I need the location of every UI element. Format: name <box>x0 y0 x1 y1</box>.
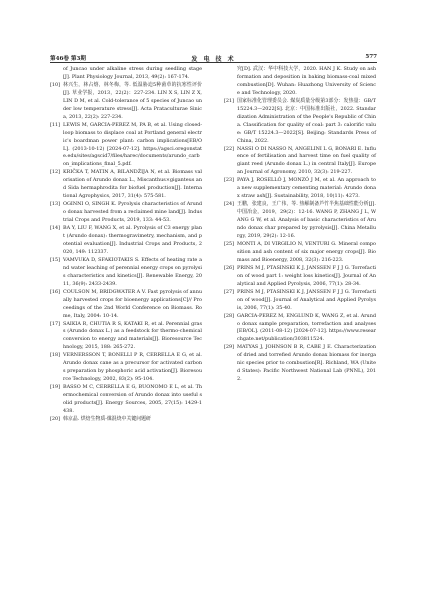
reference-text: COULSON M, BRIDGWATER A V. Fast pyrolysis of annually harvested crops for bioenergy applications[C]// Proceedings of the 2nd World Conference on Biomass. Rome, Italy, 2004: 10-14. <box>63 288 202 319</box>
reference-number: [23] <box>224 177 235 184</box>
reference-number: [20] <box>50 415 61 422</box>
page-number: 577 <box>365 54 377 60</box>
reference-text: 究[D]. 武汉：华中科技大学，2020. HAN J K. Study on ash formation and deposition in baking biomass-coal mixed combustion[D]. Wuhan: Huazhong University of Science and Technology, 2020. <box>237 66 376 96</box>
reference-text: MATYAS J, JOHNSON B R, CABE J E. Characterization of dried and torrefied Arundo donax biomass for inorganic species prior to combustion[R]. Richland, WA (United States): Pacific Northwest National Lab (PNNL), 2012. <box>237 344 376 383</box>
reference-item <box>224 241 376 265</box>
reference-number: [14] <box>50 225 61 232</box>
volume-issue: 第46卷 第3期 <box>50 56 86 62</box>
reference-item <box>50 384 202 416</box>
reference-number: [18] <box>50 352 61 359</box>
reference-item <box>50 257 202 289</box>
reference-item <box>224 201 376 241</box>
reference-text: PAYA J, ROSELLÓ J, MONZÓ J M, et al. An approach to a new supplementary cementing material: Arundo donax straw ash[J]. Sustainability, 2018, 10(11): 4273. <box>237 177 376 200</box>
reference-number: [24] <box>224 201 235 208</box>
reference-number: [11] <box>50 121 61 128</box>
reference-number: [13] <box>50 201 61 208</box>
reference-text: 国家标准化管理委员会. 煤炭质量分级第3部分：发热量：GB/T 15224.3—2022[S]. 北京：中国标准出版社，2022. Standardization Administration of the People's Republic of China. Classification for quality of coal: part 3: calorific value: GB/T 15224.3—2022[S]. Beijing: Standards Press of China, 2022. <box>237 97 376 144</box>
reference-number: [15] <box>50 256 61 263</box>
reference-text: GARCIA-PEREZ M, ENGLUND K, WANG Z, et al. Arundo donax sample preparation, torrefaction and analyses[EB/OL]. (2011-08-12) [2024-07-12]. https://www.researchgate.net/publication/303811524. <box>237 312 376 343</box>
reference-item <box>224 177 376 201</box>
reference-number: [25] <box>224 240 235 247</box>
reference-item <box>50 289 202 321</box>
reference-number: [26] <box>224 264 235 271</box>
reference-text: 王鹏，张建良，王广伟，等. 热解制备芦竹半焦基础性能分析[J]. 中国冶金，2019，29(2)：12-16. WANG P, ZHANG J L, WANG G W, et al. Analysis of basic characteristics of Arundo donax char prepared by pyrolysis[J]. China Metallurgy, 2019, 29(2): 12-16. <box>237 201 376 240</box>
reference-number: [29] <box>224 344 235 351</box>
reference-text: 韩京晶. 烘焙生物质-煤混烧中关键问题研 <box>63 415 151 422</box>
reference-text: PRINS M J, PTASINSKI K J, JANSSEN F J J G. Torrefaction of wood[J]. Journal of Analytical and Applied Pyrolysis, 2006, 77(1): 35-40. <box>237 288 376 311</box>
reference-number: [21] <box>224 97 235 104</box>
reference-text: of Juncao under alkaline stress during seedling stage[J]. Plant Physiology Journal, 2013, 49(2): 167-174. <box>63 66 202 80</box>
reference-item <box>50 82 202 122</box>
reference-item <box>50 169 202 201</box>
reference-text: KRIČKA T, MATIN A, BILANDŽIJA N, et al. Biomass valorisation of Arundo donax L., Miscanthus×giganteus and Sida hermaphrodita for biofuel production[J]. International Agrophysics, 2017, 31(4): 575-581. <box>63 169 202 200</box>
reference-text: NASSI O DI NASSO N, ANGELINI L G, BONARI E. Influence of fertilisation and harvest time on fuel quality of giant reed (Arundo donax L.) in central Italy[J]. European Journal of Agronomy, 2010, 32(3): 219-227. <box>237 145 376 176</box>
reference-text: VAMVUKA D, SFAKIOTAKIS S. Effects of heating rate and water leaching of perennial energy crops on pyrolysis characteristics and kinetics[J]. Renewable Energy, 2011, 36(9): 2433-2439. <box>63 256 202 287</box>
reference-item <box>50 352 202 384</box>
reference-number: [27] <box>224 288 235 295</box>
reference-item <box>50 225 202 257</box>
reference-number: [16] <box>50 288 61 295</box>
reference-text: BASSO M C, CERRELLA E G, BUONOMO E L, et al. Thermochemical conversion of Arundo donax into useful solid products[J]. Energy Sources, 2005, 27(15): 1429-1438. <box>63 384 202 414</box>
reference-text: MONTI A, DI VIRGILIO N, VENTURI G. Mineral composition and ash content of six major energy crops[J]. Biomass and Bioenergy, 2008, 32(3): 216-223. <box>237 240 376 263</box>
reference-item <box>224 289 376 313</box>
reference-text: VERNERSSON T, BONELLI P R, CERRELLA E G, et al. Arundo donax cane as a precursor for activated carbons preparation by phosphoric acid activation[J]. Bioresource Technology, 2002, 83(2): 95-104. <box>63 352 202 383</box>
reference-item <box>50 321 202 353</box>
reference-text: SAIKIA R, CHUTIA R S, KATAKI R, et al. Perennial grass (Arundo donax L.) as a feedstock for thermo-chemical conversion to energy and materials[J]. Bioresource Technology, 2015, 188: 265-272. <box>63 320 202 351</box>
reference-item <box>224 313 376 345</box>
reference-number: [22] <box>224 145 235 152</box>
reference-item <box>50 416 202 424</box>
reference-item <box>224 146 376 178</box>
reference-number: [12] <box>50 169 61 176</box>
reference-item <box>50 66 202 82</box>
reference-text: 林兴生，林占熺，林冬梅，等. 低温胁迫5种菌草的抗寒性评价[J]. 草业学报，2013，22(2)：227-234. LIN X S, LIN Z X, LIN D M, et al. Cold-tolerance of 5 species of Juncao under low temperature stress[J]. Acta Prataculturae Sinica, 2013, 22(2): 227-234. <box>63 81 202 120</box>
reference-item <box>224 66 376 98</box>
references-right-column <box>224 66 376 384</box>
header-rule <box>50 62 377 63</box>
reference-number: [19] <box>50 384 61 391</box>
reference-number: [28] <box>224 312 235 319</box>
reference-item <box>50 122 202 170</box>
reference-item <box>50 201 202 225</box>
reference-item <box>224 265 376 289</box>
reference-item <box>224 344 376 384</box>
reference-text: PRINS M J, PTASINSKI K J, JANSSEN F J J G. Torrefaction of wood part 1: weight loss kinetics[J]. Journal of Analytical and Applied Pyrolysis, 2006, 77(1): 28-34. <box>237 264 376 287</box>
reference-number: [10] <box>50 81 61 88</box>
reference-text: OGINNI O, SINGH K. Pyrolysis characteristics of Arundo donax harvested from a reclaimed mine land[J]. Industrial Crops and Products, 2019, 133: 44-53. <box>63 201 202 224</box>
journal-title: 发 电 技 术 <box>191 56 236 63</box>
references-left-column <box>50 66 202 424</box>
page-header <box>0 0 427 66</box>
reference-text: BA Y, LIU F, WANG X, et al. Pyrolysis of C3 energy plant (Arundo donax): thermogravimetry, mechanism, and potential evaluation[J]. Industrial Crops and Products, 2020, 149: 112337. <box>63 225 202 255</box>
reference-number: [17] <box>50 320 61 327</box>
reference-text: LEWIS M, GARCIA-PEREZ M, PA B, et al. Using closed-loop biomass to displace coal at Portland general electric's boardman power plant: carbon implications[EB/OL]. (2013-10-12) [2024-07-12]. https://agsci.oregonstate.edu/sites/agscid7/files/harec/documents/arundo_carbon_implications_final_5.pdf. <box>63 121 202 168</box>
reference-item <box>224 98 376 146</box>
